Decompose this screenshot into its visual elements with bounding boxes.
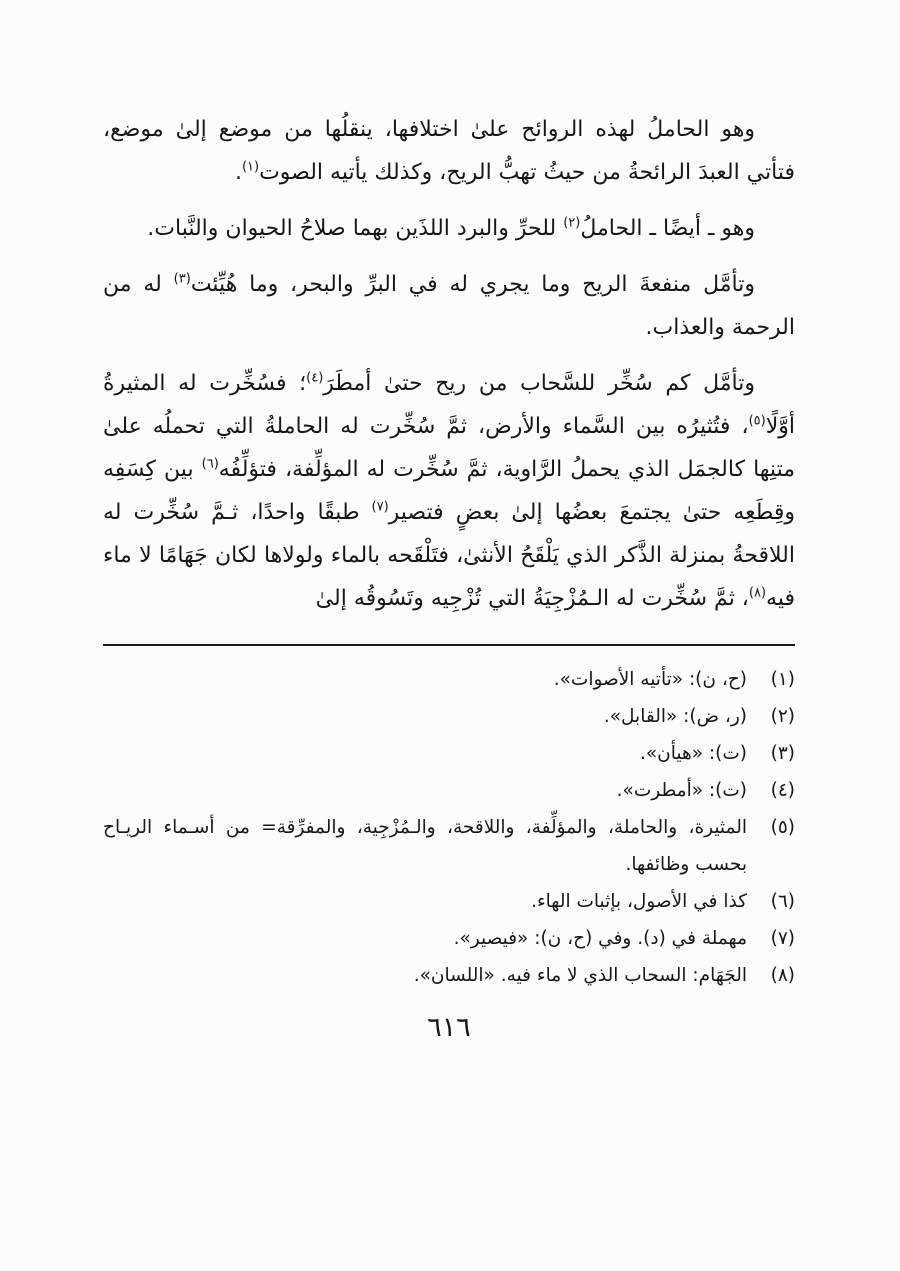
text-run: للحرِّ والبرد اللذَين بهما صلاحُ الحيوان والنَّبات. — [147, 216, 564, 241]
footnote-text: (ت): «هيأن». — [639, 743, 747, 764]
paragraph — [103, 362, 795, 620]
footnote — [103, 957, 795, 994]
footnote-marker: (٧) — [371, 499, 389, 515]
paragraph — [103, 207, 795, 250]
footnote-text: المثيرة، والحاملة، والمؤلِّفة، واللاقحة، والـمُزْجِية، والمفرِّقة= من أسـماء الريـاح بحسب وظائفها. — [103, 817, 747, 875]
footnote — [103, 735, 795, 772]
footnote-number: (٣) — [770, 743, 795, 764]
footnote-text: كذا في الأصول، بإثبات الهاء. — [531, 891, 747, 912]
footnotes-section — [103, 644, 795, 994]
text-run: . — [234, 160, 242, 185]
footnote-text: (ر، ض): «القابل». — [603, 706, 747, 727]
footnote — [103, 772, 795, 809]
footnote-marker: (٦) — [201, 456, 219, 472]
text-run: وتأمَّل منفعةَ الريح وما يجري له في البرِّ والبحر، وما هُيِّئت — [190, 272, 755, 297]
text-run: وتأمَّل كم سُخِّر للسَّحاب من ريح حتىٰ أمطَرَ — [323, 371, 755, 396]
footnote-text: (ت): «أمطرت». — [616, 780, 747, 801]
text-run: ، فتُثيرُه بين السَّماء والأرض، ثمَّ سُخِّرت له الحاملةُ التي تحملُه علىٰ متنِها كالجمَل الذي يحملُ الرَّاوية، ثمَّ سُخِّرت له المؤلِّفة، فتؤلِّفُه — [103, 414, 795, 482]
footnote-number: (٤) — [770, 780, 795, 801]
text-run: له من الرحمة والعذاب. — [103, 272, 795, 340]
footnote — [103, 883, 795, 920]
main-text-block — [103, 108, 795, 620]
footnote — [103, 920, 795, 957]
page-number: ٦١٦ — [427, 1012, 471, 1043]
text-run: وهو الحاملُ لهذه الروائح علىٰ اختلافها، ينقلُها من موضع إلىٰ موضع، فتأتي العبدَ الرائحةُ من حيثُ تهبُّ الريح، وكذلك يأتيه الصوت — [103, 117, 795, 185]
footnote-separator — [103, 644, 795, 646]
footnote-number: (٥) — [770, 817, 795, 838]
footnote-marker: (٢) — [563, 215, 581, 231]
footnote-marker: (٣) — [173, 271, 191, 287]
paragraph — [103, 108, 795, 194]
footnote — [103, 698, 795, 735]
footnote-text: مهملة في (د). وفي (ح، ن): «فيصير». — [453, 928, 747, 949]
text-run: بين كِسَفِه وقِطَعِه حتىٰ يجتمعَ بعضُها إلىٰ بعضٍ فتصير — [103, 457, 795, 525]
footnote-marker: (٨) — [748, 585, 767, 601]
footnote-marker: (٤) — [306, 370, 324, 386]
footnote-number: (٦) — [770, 891, 795, 912]
text-run: وهو ـ أيضًا ـ الحاملُ — [580, 216, 755, 241]
footnote-number: (١) — [770, 669, 795, 690]
text-run: طبقًا واحدًا، ثـمَّ سُخِّرت له اللاقحةُ بمنزلة الذَّكر الذي يَلْقَحُ الأنثىٰ، فتَلْقَحه بالماء ولولاها لكان جَهَامًا لا ماء فيه — [103, 500, 795, 611]
footnote-text: الجَهَام: السحاب الذي لا ماء فيه. «اللسان». — [413, 965, 747, 986]
footnote-text: (ح، ن): «تأتيه الأصوات». — [553, 669, 747, 690]
footnotes-list — [103, 661, 795, 994]
footnote-marker: (٥) — [748, 413, 766, 429]
footnote-number: (٧) — [770, 928, 795, 949]
text-run: ، ثمَّ سُخِّرت له الـمُزْجِيَةُ التي تُزْجِيه وتَسُوقُه إلىٰ — [315, 586, 749, 611]
paragraph — [103, 263, 795, 349]
text-run: ؛ فسُخِّرت له المثيرةُ أوَّلًا — [103, 371, 795, 439]
footnote-number: (٨) — [770, 965, 795, 986]
footnote-number: (٢) — [770, 706, 795, 727]
footnote — [103, 661, 795, 698]
footnote-marker: (١) — [241, 159, 260, 175]
footnote — [103, 809, 795, 883]
